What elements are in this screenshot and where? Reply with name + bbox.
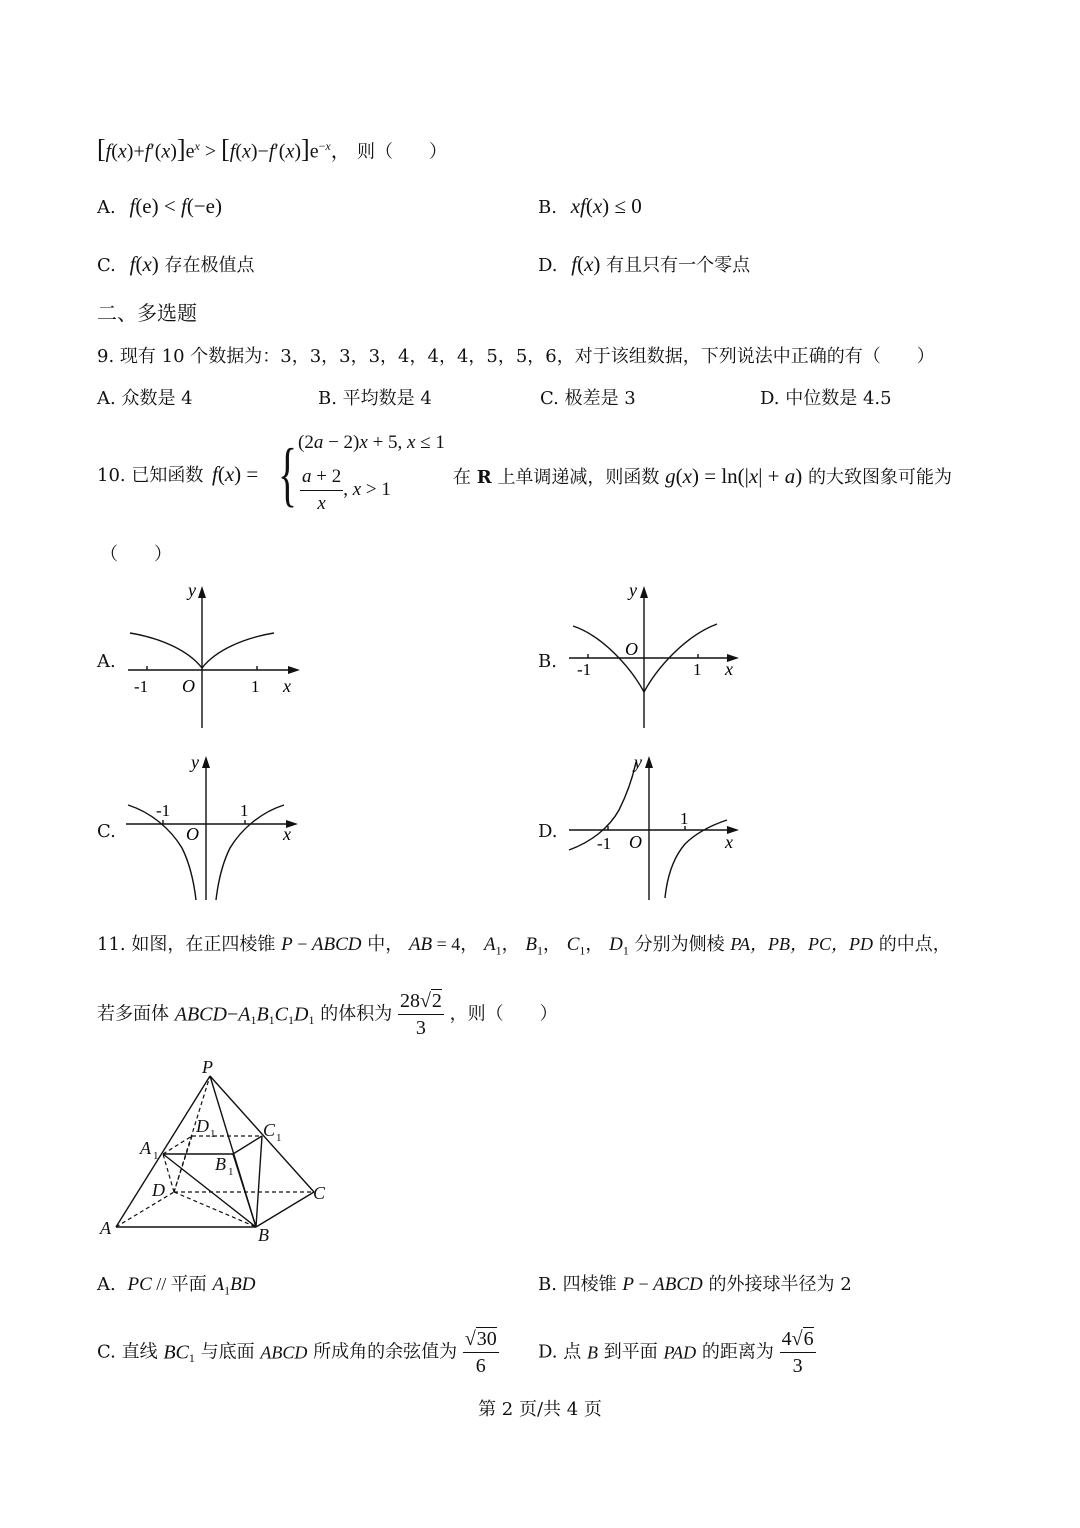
q9-option-a: A. 众数是 4 (97, 388, 193, 409)
svg-text:x: x (283, 676, 291, 696)
svg-text:1: 1 (693, 660, 702, 679)
q8-option-d: D. f(x) 有且只有一个零点 (538, 252, 751, 276)
q8-option-c: C. f(x) 存在极值点 (97, 252, 255, 276)
svg-text:O: O (182, 676, 195, 696)
svg-text:O: O (625, 639, 638, 659)
svg-text:x: x (283, 824, 291, 844)
svg-text:-1: -1 (134, 677, 149, 696)
q11-option-a: A. PC // 平面 $A_1BD$ (97, 1274, 256, 1298)
q11-volume-fraction: $\frac{28√2}{3}$ (399, 990, 442, 1039)
svg-text:y: y (188, 580, 196, 600)
svg-text:A: A (140, 1138, 151, 1158)
q10-graph-c (120, 748, 305, 903)
q8-then: 则（ ） (357, 141, 448, 163)
svg-text:1: 1 (240, 801, 249, 820)
svg-text:D: D (196, 1116, 209, 1136)
svg-text:1: 1 (680, 809, 689, 828)
q10-middle: 在 R 上单调递减，则函数 g(x) = ln(|x| + a) 的大致图象可能为 (453, 464, 952, 488)
q11-stem-line1: 11. 如图，在正四棱锥 P − ABCD 中， AB = 4， $A_1$， $B_1$， $C_1$， $D_1$ 分别为侧棱 PA，PB，PC，PD 的中点， (97, 934, 951, 958)
q11-option-c: C. 直线 $BC_1$ 与底面 ABCD 所成角的余弦值为 $\frac{√30}{6}$ (97, 1328, 497, 1377)
q11-distance-fraction: $\frac{4√6}{3}$ (781, 1328, 814, 1377)
svg-text:B: B (258, 1225, 269, 1245)
svg-text:D: D (152, 1180, 165, 1200)
svg-text:B: B (215, 1154, 226, 1174)
q8-condition: $[f(x)+f'(x)]e^x > [f(x)-f'(x)]e^{-x}$， 则（ ） (97, 134, 448, 164)
q9-option-d: D. 中位数是 4.5 (760, 388, 892, 409)
svg-text:y: y (634, 752, 642, 772)
q9-stem: 9. 现有 10 个数据为：3，3，3，3，4，4，4，5，5，6，对于该组数据，下列说法中正确的有（ ） (97, 346, 935, 367)
section-title: 二、多选题 (97, 301, 197, 325)
q11-option-b: B. 四棱锥 P − ABCD 的外接球半径为 2 (538, 1274, 852, 1295)
svg-text:-1: -1 (577, 660, 592, 679)
svg-text:y: y (629, 580, 637, 600)
svg-text:x: x (725, 832, 733, 852)
q11-pyramid-diagram (98, 1060, 338, 1245)
q11-stem-line2: 若多面体 $ABCD-A_1B_1C_1D_1$ 的体积为 $\frac{28√2}{3}$ ，则（ ） (97, 990, 558, 1039)
q8-option-a: A. f(e) < f(−e) (97, 194, 222, 218)
q10-graph-b (563, 578, 748, 733)
svg-text:-1: -1 (156, 801, 171, 820)
q10-prefix: 10. 已知函数 (97, 465, 204, 486)
svg-text:O: O (629, 832, 642, 852)
q10-graph-c-label: C. (97, 821, 116, 842)
svg-text:x: x (725, 659, 733, 679)
svg-text:1: 1 (210, 1128, 216, 1140)
svg-text:C: C (313, 1183, 326, 1203)
q9-option-b: B. 平均数是 4 (318, 388, 432, 409)
svg-text:C: C (263, 1120, 276, 1140)
q10-graph-d (563, 748, 748, 903)
q8-option-b: B. xf(x) ≤ 0 (538, 194, 642, 218)
q10-graph-a (120, 578, 305, 733)
q10-piecewise-function: f(x) = { (2a − 2)x + 5, x ≤ 1 $\frac{a + 2}{x}$ , x > 1 (212, 432, 445, 514)
svg-text:-1: -1 (597, 834, 612, 853)
q11-cosine-fraction: $\frac{√30}{6}$ (464, 1328, 497, 1377)
q10-paren: （ ） (100, 544, 172, 565)
q10-graph-b-label: B. (538, 651, 557, 672)
svg-text:1: 1 (228, 1166, 234, 1178)
svg-text:A: A (100, 1218, 111, 1238)
svg-text:1: 1 (153, 1150, 159, 1162)
svg-text:P: P (202, 1060, 213, 1077)
svg-text:1: 1 (276, 1132, 282, 1144)
q11-option-d: D. 点 B 到平面 PAD 的距离为 $\frac{4√6}{3}$ (538, 1328, 814, 1377)
svg-text:y: y (191, 752, 199, 772)
svg-text:O: O (186, 824, 199, 844)
page-footer: 第 2 页/共 4 页 (478, 1399, 602, 1420)
svg-text:1: 1 (251, 677, 260, 696)
q9-option-c: C. 极差是 3 (540, 388, 636, 409)
q10-graph-a-label: A. (97, 651, 116, 672)
q10-graph-d-label: D. (538, 821, 558, 842)
